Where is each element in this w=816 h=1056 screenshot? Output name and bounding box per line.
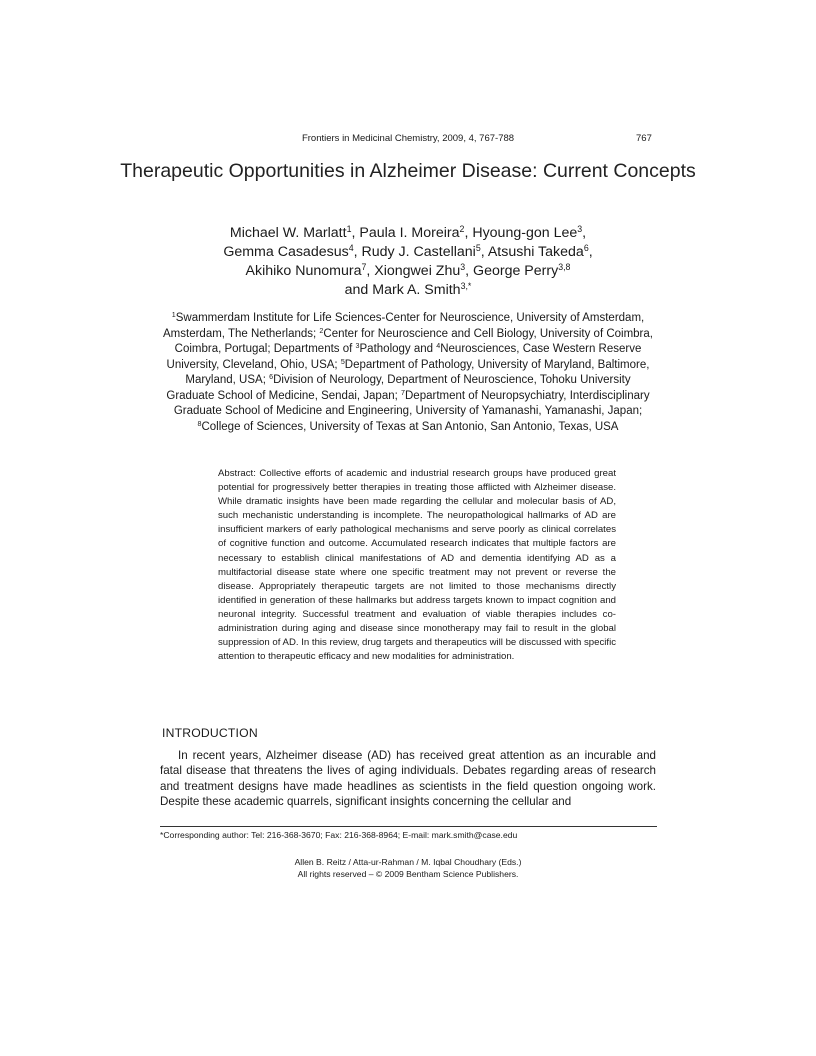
affiliation-number: 8	[197, 419, 202, 428]
affiliation-text: Department of Neuropsychiatry, Interdisciplinary Graduate School of Medicine and Engineering, University of Yamanashi, Yamanashi, Japan;	[173, 389, 650, 417]
affiliation-text: Center for Neuroscience and Cell Biology, University of Coimbra, Coimbra, Portugal; Departments of	[174, 327, 653, 355]
author-affiliation-mark: 3,8	[558, 262, 571, 273]
author-affiliation-mark: 3	[460, 262, 466, 273]
author-name: Rudy J. Castellani	[361, 244, 476, 260]
footnote-divider	[160, 826, 657, 827]
author-affiliation-mark: 3,*	[460, 281, 472, 292]
affiliation-text: College of Sciences, University of Texas at San Antonio, San Antonio, Texas, USA	[201, 420, 619, 433]
affiliation-text: Pathology and	[359, 343, 434, 355]
author-affiliation-mark: 5	[475, 243, 481, 254]
author-name: George Perry	[473, 263, 559, 279]
author-name: Paula I. Moreira	[359, 225, 460, 241]
affiliation-text: Swammerdam Institute for Life Sciences-Center for Neuroscience, University of Amsterdam, Amsterdam, The Netherlands;	[163, 312, 645, 340]
page-number: 767	[636, 133, 652, 144]
author-conjunction: and	[344, 282, 369, 298]
editors-line: Allen B. Reitz / Atta-ur-Rahman / M. Iqbal Choudhary (Eds.)	[294, 857, 522, 867]
author-affiliation-mark: 1	[346, 224, 352, 235]
affiliation-number: 5	[340, 357, 345, 366]
affiliation-number: 3	[355, 342, 360, 351]
affiliation-number: 7	[401, 388, 405, 397]
author-name: Atsushi Takeda	[487, 244, 584, 260]
author-name: Akihiko Nunomura	[245, 263, 362, 279]
affiliation-text: Division of Neurology, Department of Neuroscience, Tohoku University Graduate School of Medicine, Sendai, Japan;	[166, 374, 631, 402]
rights-line: All rights reserved – © 2009 Bentham Science Publishers.	[297, 869, 519, 879]
author-name: Mark A. Smith	[372, 282, 461, 298]
paper-title: Therapeutic Opportunities in Alzheimer Disease: Current Concepts	[120, 160, 696, 182]
affiliation-number: 1	[171, 311, 176, 320]
author-name: Xiongwei Zhu	[374, 263, 461, 279]
author-affiliation-mark: 6	[583, 243, 589, 254]
book-credits	[0, 856, 816, 880]
affiliation-number: 6	[269, 373, 274, 382]
journal-citation: Frontiers in Medicinal Chemistry, 2009, 4, 767-788	[301, 133, 515, 144]
affiliation-number: 4	[436, 342, 441, 351]
author-affiliation-mark: 3	[577, 224, 583, 235]
author-affiliation-mark: 7	[361, 262, 367, 273]
author-list: Michael W. Marlatt$^1$, Paula I. Moreira$^2$, Hyoung-gon Lee$^3$, Gemma Casadesus$^4$, Rudy J. Castellani$^5$, Atsushi Takeda$^6$, Akihiko Nunomura$^7$, Xiongwei Zhu$^3$, George Perry$^{3,8}$ and Mark A. Smith$^{3,*}$	[223, 224, 593, 298]
affiliation-list	[160, 311, 656, 435]
section-heading: INTRODUCTION	[162, 726, 258, 740]
author-name: Michael W. Marlatt	[229, 225, 347, 241]
author-name: Gemma Casadesus	[223, 244, 349, 260]
author-affiliation-mark: 2	[459, 224, 465, 235]
abstract-paragraph: Abstract: Collective efforts of academic and industrial research groups have produced great potential for progressively better therapies in treating those afflicted with Alzheimer disease. While dramatic insights have been made regarding the cellular and molecular basis of AD, such mechanistic understanding is incomplete. The neuropathological hallmarks of AD are insufficient markers of early pathological mechanisms and serve poorly as clinical correlates of cognitive function and outcome. Accumulated research indicates that multiple factors are necessary to establish clinical manifestations of AD and dementia identifying AD as a multifactorial disease state where one specific treatment may not prevent or reverse the disease. Appropriately therapeutic targets are not limited to those mechanisms directly identified in generation of these hallmarks but address targets known to impact cognition and neuronal integrity. Successful treatment and evaluation of viable therapies includes co-administration during aging and disease since monotherapy may fail to result in the global suppression of AD. In this review, drug targets and therapeutics will be discussed with specific attention to therapeutic efficacy and new modalities for administration.	[218, 468, 616, 663]
author-affiliation-mark: 4	[348, 243, 354, 254]
affiliation-text: Department of Pathology, University of Maryland, Baltimore, Maryland, USA;	[185, 358, 650, 386]
affiliation-text: Neurosciences, Case Western Reserve University, Cleveland, Ohio, USA;	[166, 343, 642, 371]
intro-paragraph: In recent years, Alzheimer disease (AD) has received great attention as an incurable and fatal disease that threatens the lives of aging individuals. Debates regarding areas of research and treatment designs have made headlines as scientists in the field question ongoing work. Despite these academic quarrels, significant insights concerning the cellular and	[160, 749, 656, 809]
author-name: Hyoung-gon Lee	[472, 225, 578, 241]
corresponding-author-footnote: *Corresponding author: Tel: 216-368-3670; Fax: 216-368-8964; E-mail: mark.smith@case.edu	[160, 830, 518, 840]
affiliation-number: 2	[319, 326, 324, 335]
